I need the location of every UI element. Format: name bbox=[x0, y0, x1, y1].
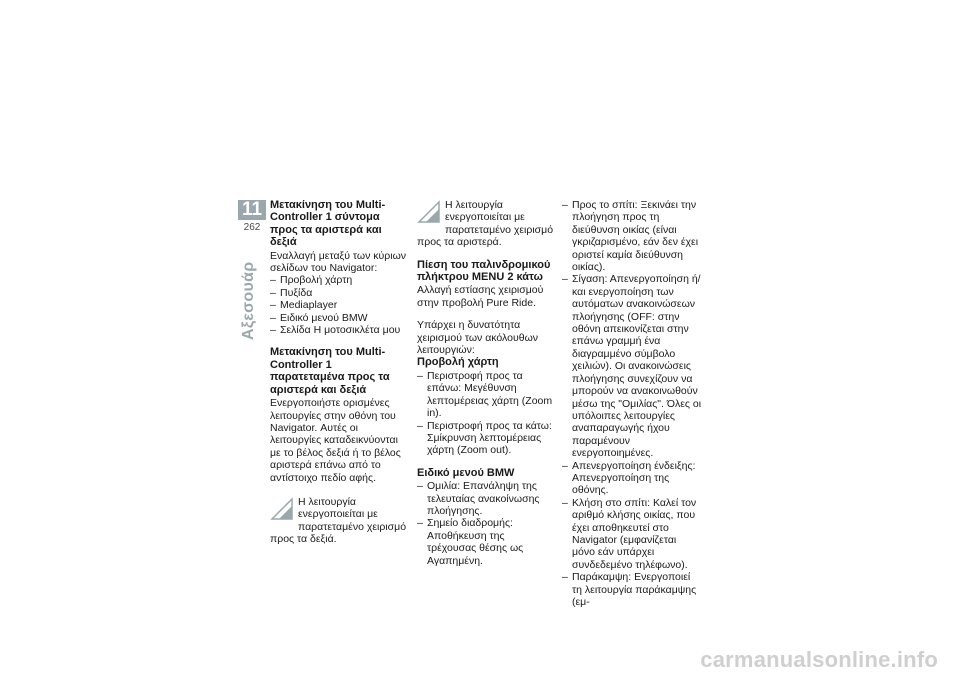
note-icon bbox=[417, 200, 441, 224]
list-item: – Πυξίδα bbox=[270, 287, 408, 299]
section-title: Αξεσουάρ bbox=[240, 261, 257, 340]
heading-menu-press: Πίεση του παλινδρομικού πλήκτρου MENU 2 κάτω bbox=[417, 258, 551, 284]
list-item: – Ομιλία: Επανάληψη της τελευταίας ανακοίνωσης πλοήγησης. bbox=[417, 480, 555, 517]
note-block bbox=[417, 199, 555, 249]
paragraph: Αλλαγή εστίασης χειρισμού στην προβολή Pure Ride. bbox=[417, 284, 544, 309]
section-label bbox=[236, 252, 262, 342]
column-3 bbox=[562, 199, 702, 608]
heading-long-move: Μετακίνηση του Multi-Controller 1 παρατεταμένα προς τα αριστερά και δεξιά bbox=[270, 346, 390, 396]
watermark: carmanualsonline.info bbox=[700, 647, 938, 672]
list-item: – Περιστροφή προς τα επάνω: Μεγέθυνση λεπτομέρειας χάρτη (Zoom in). bbox=[417, 370, 555, 420]
paragraph: Εναλλαγή μεταξύ των κύριων σελίδων του Navigator: bbox=[270, 249, 407, 275]
special-menu-list-continued bbox=[562, 199, 702, 608]
page-number: 262 bbox=[243, 222, 261, 233]
column-1 bbox=[270, 199, 408, 546]
map-view-list bbox=[417, 370, 555, 457]
list-item: – Απενεργοποίηση ένδειξης: Απενεργοποίηση της οθόνης. bbox=[562, 460, 702, 497]
chapter-number: 11 bbox=[238, 200, 266, 220]
paragraph: Ενεργοποιήστε ορισμένες λειτουργίες στην οθόνη του Navigator. Αυτές οι λειτουργίες καταδεικνύονται με το βέλος δεξιά ή το βέλος αριστερά επάνω από το αντίστοιχο πεδίο αφής. bbox=[270, 397, 401, 484]
list-item: – Σίγαση: Απενεργοποίηση ή/και ενεργοποίηση των αυτόματων ανακοινώσεων πλοήγησης (OFF: στην οθόνη απεικονίζεται στην επάνω γραμμή ένα διαγραμμένο σύμβολο χειλιών). Οι ανακοινώσεις πλοήγησης συνεχίζουν να μπορούν να ανακοινωθούν μέσω της "Ομιλίας". Όλες οι υπόλοιπες λειτουργίες αναπαραγωγής ήχου παραμένουν ενεργοποιημένες. bbox=[562, 273, 702, 459]
list-item: – Σημείο διαδρομής: Αποθήκευση της τρέχουσας θέσης ως Αγαπημένη. bbox=[417, 517, 555, 567]
list-item: – Σελίδα Η μοτοσικλέτα μου bbox=[270, 324, 408, 336]
special-menu-list bbox=[417, 480, 555, 567]
list-item: – Προς το σπίτι: Ξεκινάει την πλοήγηση προς τη διεύθυνση οικίας (είναι γκριζαρισμένο, εάν δεν έχει οριστεί καμία διεύθυνση οικίας). bbox=[562, 199, 702, 273]
list-item: – Περιστροφή προς τα κάτω: Σμίκρυνση λεπτομέρειας χάρτη (Zoom out). bbox=[417, 420, 555, 457]
column-2 bbox=[417, 199, 555, 567]
chapter-marker bbox=[238, 200, 268, 233]
main-pages-list bbox=[270, 274, 408, 336]
note-icon bbox=[270, 497, 294, 521]
note-block bbox=[270, 496, 408, 546]
note-text: Η λειτουργία ενεργοποιείται με παρατεταμένο χειρισμό προς τα αριστερά. bbox=[417, 199, 554, 249]
paragraph: Υπάρχει η δυνατότητα χειρισμού των ακόλουθων λειτουργιών: bbox=[417, 319, 539, 357]
heading-special-menu: Ειδικό μενού BMW bbox=[417, 466, 515, 479]
list-item: – Παράκαμψη: Ενεργοποιεί τη λειτουργία παράκαμψης (εμ- bbox=[562, 571, 702, 608]
list-item: – Mediaplayer bbox=[270, 299, 408, 311]
heading-map-view: Προβολή χάρτη bbox=[417, 356, 499, 369]
list-item: – Ειδικό μενού BMW bbox=[270, 312, 408, 324]
list-item: – Κλήση στο σπίτι: Καλεί τον αριθμό κλήσης οικίας, που έχει αποθηκευτεί στο Navigator (εμφανίζεται μόνο εάν υπάρχει συνδεδεμένο τηλέφωνο). bbox=[562, 497, 702, 571]
heading-short-move: Μετακίνηση του Multi-Controller 1 σύντομα προς τα αριστερά και δεξιά bbox=[270, 199, 386, 249]
note-text: Η λειτουργία ενεργοποιείται με παρατεταμένο χειρισμό προς τα δεξιά. bbox=[270, 495, 407, 546]
list-item: – Προβολή χάρτη bbox=[270, 274, 408, 286]
